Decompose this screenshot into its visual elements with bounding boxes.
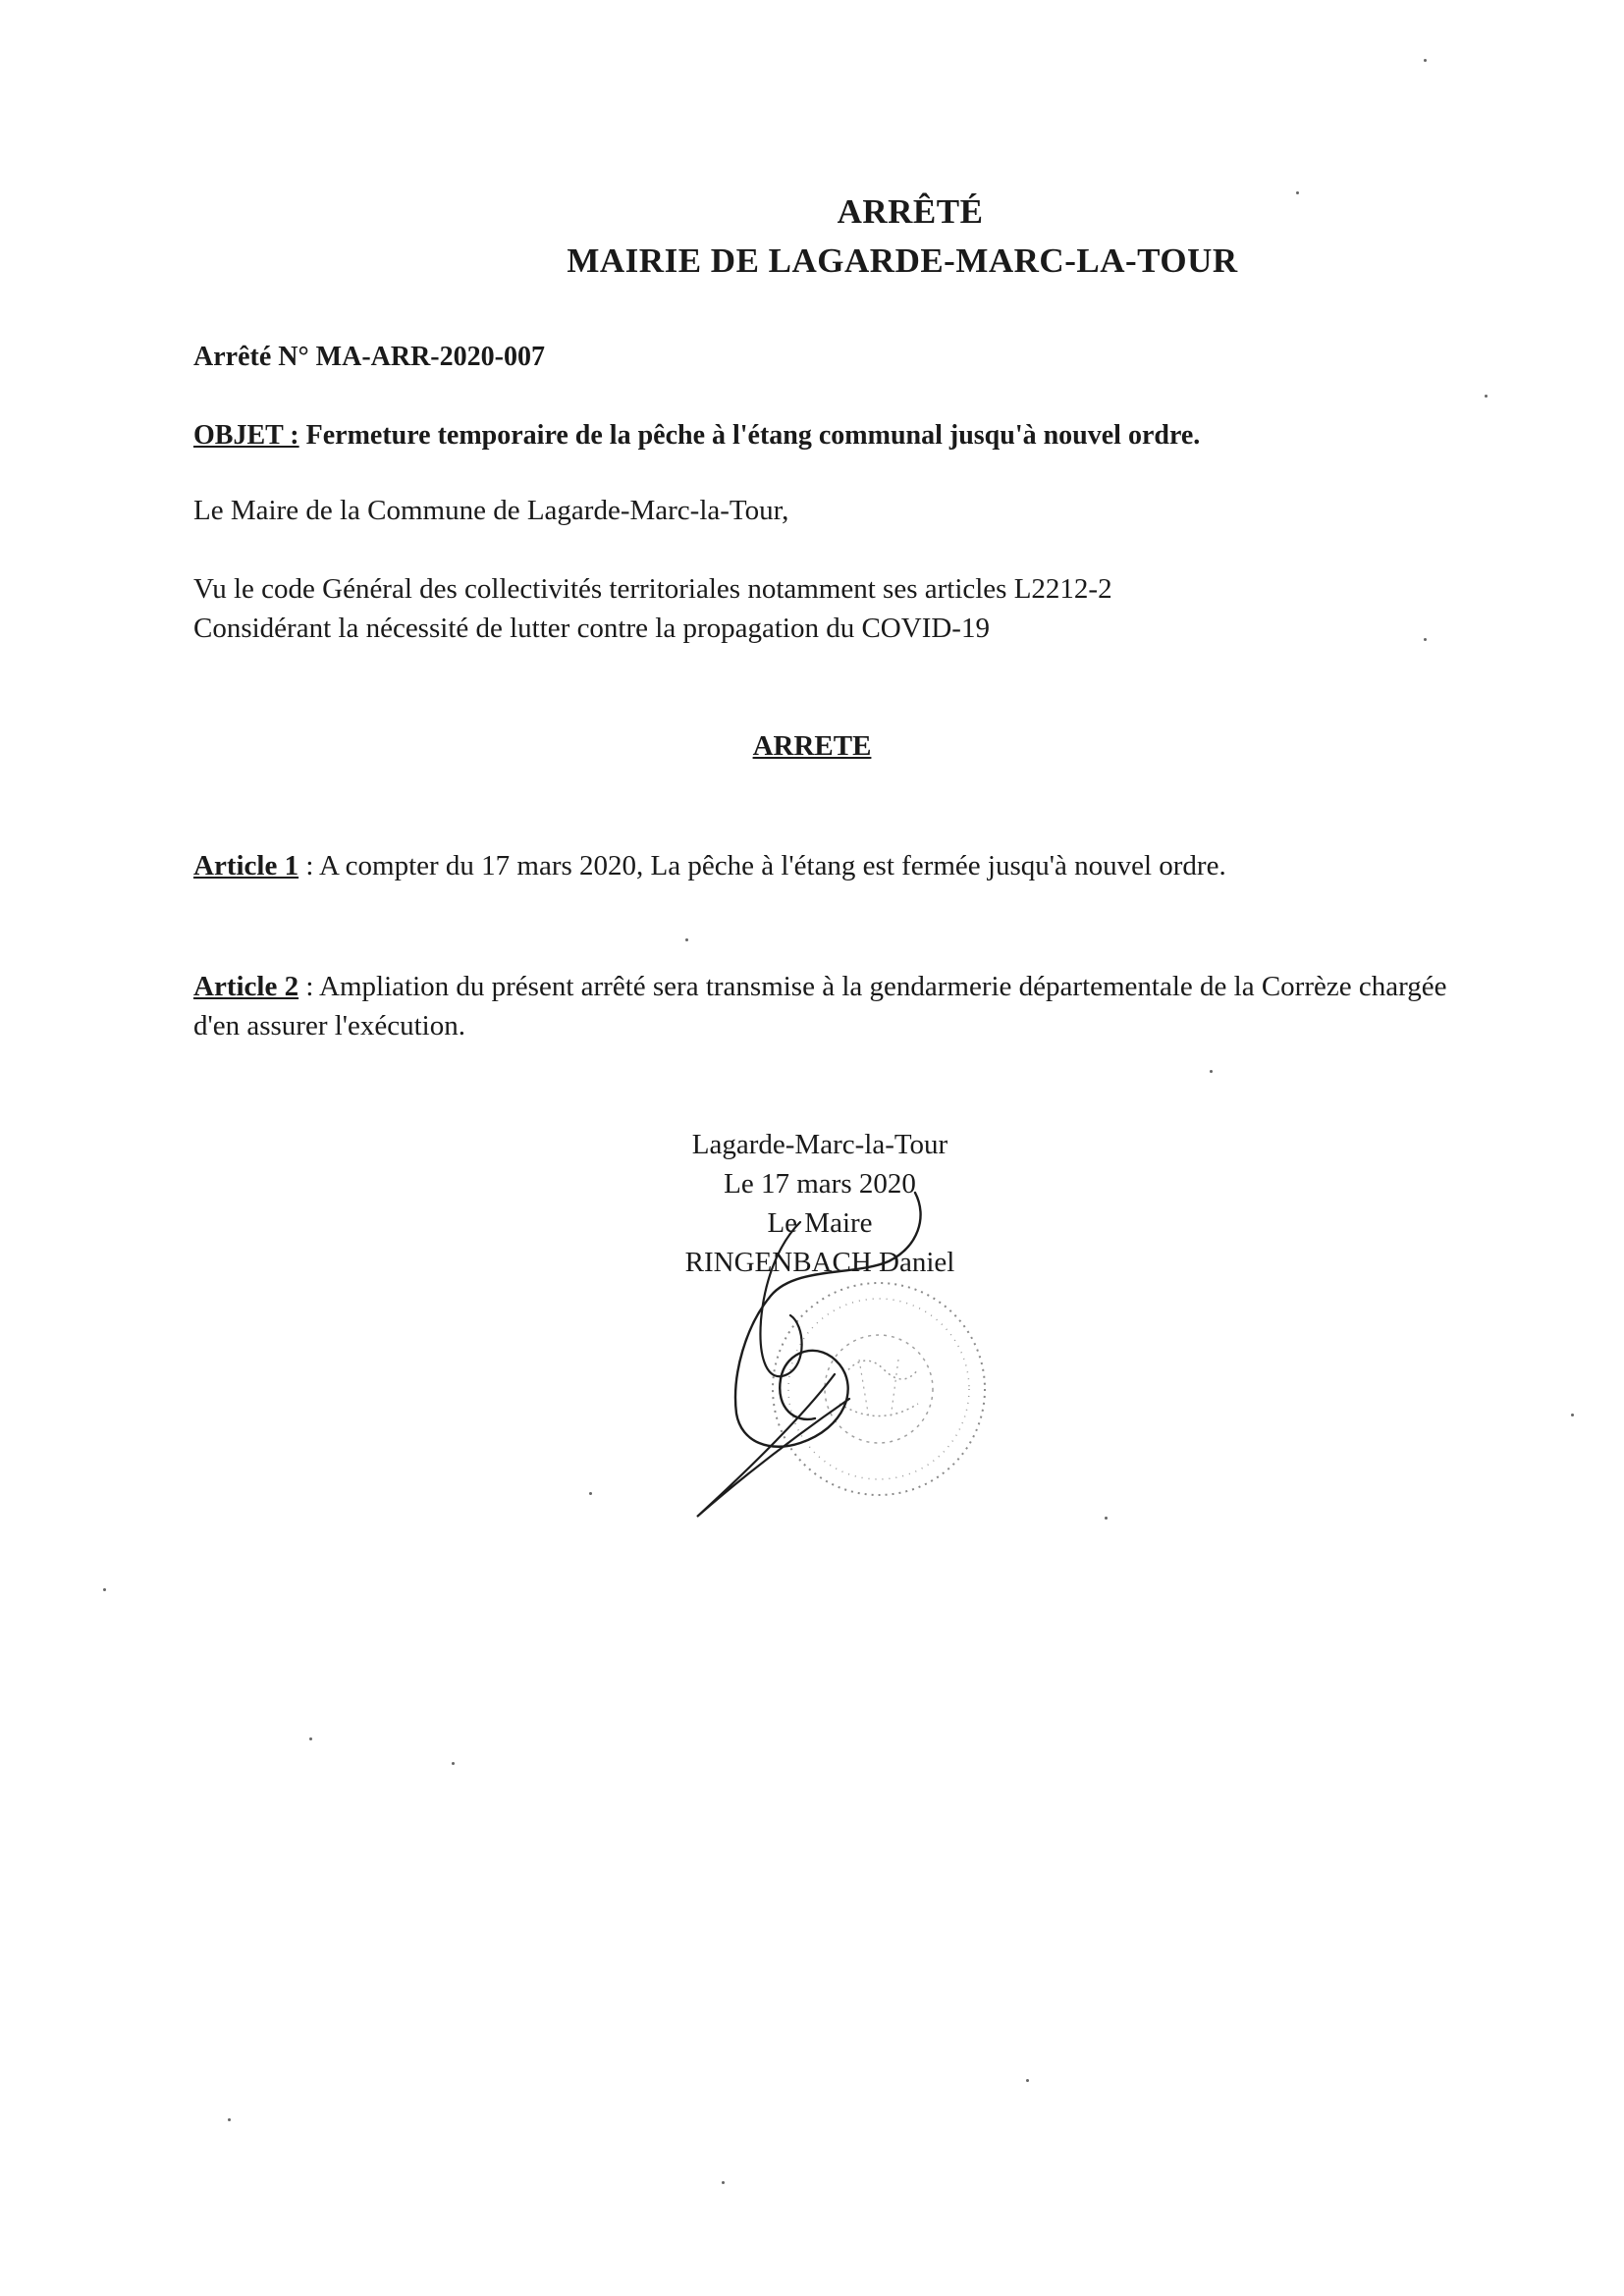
- scan-speck: [589, 1492, 592, 1495]
- consideration-considerant: Considérant la nécessité de lutter contre la propagation du COVID-19: [193, 613, 990, 644]
- scan-speck: [103, 1588, 106, 1591]
- issuing-authority: MAIRIE DE LAGARDE-MARC-LA-TOUR: [567, 241, 1238, 280]
- scan-speck: [1571, 1414, 1574, 1416]
- article-1-label: Article 1: [193, 850, 299, 881]
- scan-speck: [1296, 191, 1299, 194]
- signature-date: Le 17 mars 2020: [724, 1168, 916, 1200]
- consideration-vu: Vu le code Général des collectivités territoriales notamment ses articles L2212-2: [193, 573, 1112, 605]
- scan-speck: [1424, 638, 1427, 641]
- scan-speck: [228, 2118, 231, 2121]
- article-1-text: : A compter du 17 mars 2020, La pêche à l'étang est fermée jusqu'à nouvel ordre.: [298, 850, 1226, 881]
- objet-label: OBJET :: [193, 420, 299, 451]
- signature-place: Lagarde-Marc-la-Tour: [691, 1129, 948, 1160]
- objet-line: [193, 420, 1200, 452]
- scan-speck: [1026, 2079, 1029, 2082]
- scan-speck: [685, 938, 688, 941]
- objet-text: Fermeture temporaire de la pêche à l'étang communal jusqu'à nouvel ordre.: [298, 420, 1201, 451]
- article-2-text: : Ampliation du présent arrêté sera transmise à la gendarmerie départementale de la Corrèze chargée d'en assurer l'exécution.: [193, 971, 1447, 1041]
- scan-speck: [1210, 1070, 1213, 1073]
- scan-speck: [1424, 59, 1427, 62]
- scan-speck: [722, 2181, 725, 2184]
- intro-line: Le Maire de la Commune de Lagarde-Marc-la-Tour,: [193, 495, 789, 526]
- article-1: [193, 850, 1226, 882]
- handwritten-signature: [677, 1178, 952, 1522]
- scan-speck: [309, 1737, 312, 1740]
- arrete-reference-number: Arrêté N° MA-ARR-2020-007: [193, 342, 545, 372]
- article-2-label: Article 2: [193, 971, 299, 1002]
- scan-speck: [1105, 1517, 1108, 1520]
- signature-role: Le Maire: [767, 1207, 873, 1239]
- arrete-heading: ARRETE: [752, 730, 872, 762]
- signature-name: RINGENBACH Daniel: [684, 1247, 955, 1278]
- article-2: [193, 967, 1450, 1045]
- document-title: ARRÊTÉ: [837, 192, 984, 231]
- scan-speck: [1485, 395, 1488, 398]
- scan-speck: [452, 1762, 455, 1765]
